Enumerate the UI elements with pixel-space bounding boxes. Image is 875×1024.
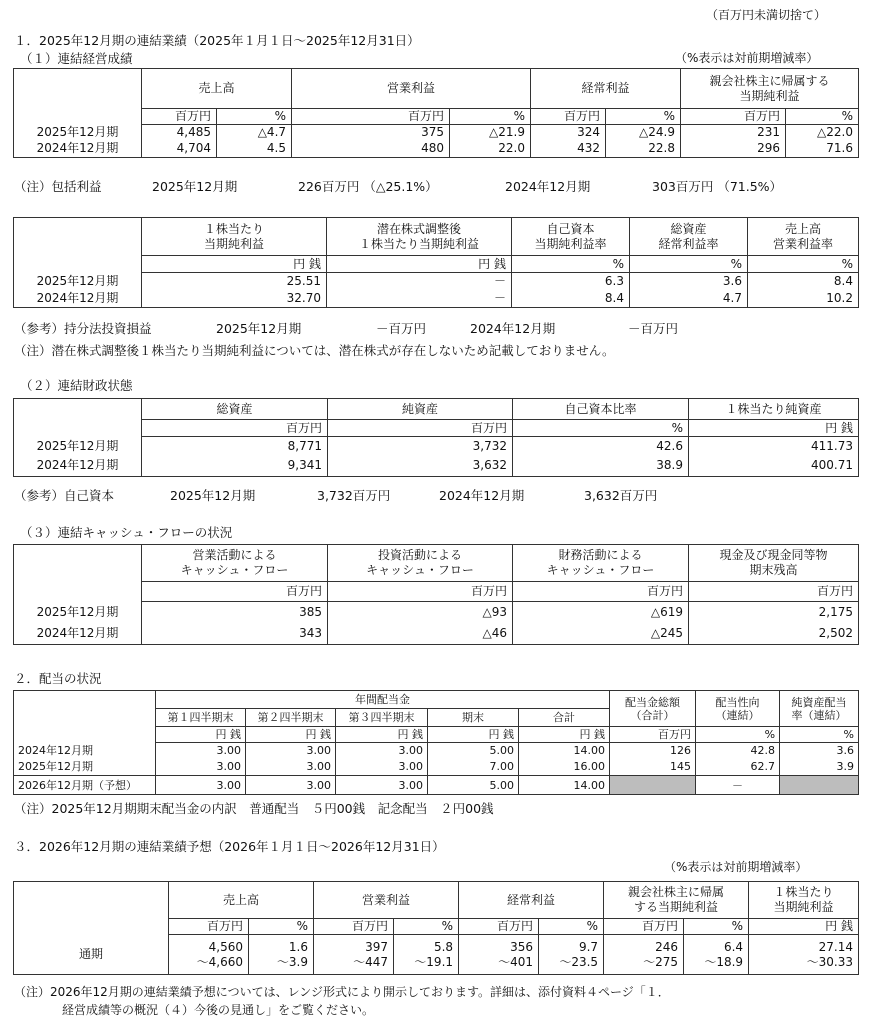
value-cell: 1.6 ～3.9 bbox=[249, 935, 314, 975]
subsection-operating-results: （１）連結経営成績 bbox=[20, 51, 133, 66]
unit-cell: % bbox=[605, 109, 680, 125]
value-cell: 385 bbox=[142, 602, 328, 623]
col-header-net-income: 親会社株主に帰属する 当期純利益 bbox=[680, 69, 858, 109]
col-header-operating-income: 営業利益 bbox=[314, 882, 459, 919]
unit-cell: 円 銭 bbox=[142, 256, 327, 273]
note-value: 226百万円 （△25.1%） bbox=[298, 179, 438, 194]
unit-cell: 百万円 bbox=[459, 919, 539, 935]
value-cell: 5.00 bbox=[428, 776, 519, 795]
financial-position-table bbox=[13, 398, 859, 477]
value-cell: 6.4 ～18.9 bbox=[684, 935, 749, 975]
col-header-q3: 第３四半期末 bbox=[336, 709, 428, 727]
table-row bbox=[14, 623, 859, 645]
note-period: 2024年12月期 bbox=[439, 488, 525, 503]
unit-cell: % bbox=[780, 727, 859, 743]
unit-cell: % bbox=[217, 109, 292, 125]
note-value: －百万円 bbox=[376, 321, 427, 336]
unit-cell: 円 銭 bbox=[156, 727, 246, 743]
value-cell: － bbox=[327, 273, 512, 290]
value-cell: 3.00 bbox=[246, 776, 336, 795]
note-period: 2025年12月期 bbox=[152, 179, 238, 194]
row-label: 2025年12月期 bbox=[14, 125, 142, 141]
unit-cell: 百万円 bbox=[169, 919, 249, 935]
table-row bbox=[14, 290, 859, 308]
table-row bbox=[14, 125, 859, 141]
col-header-operating-income: 営業利益 bbox=[292, 69, 531, 109]
forecast-table bbox=[13, 881, 859, 975]
col-header-investing-cf: 投資活動による キャッシュ・フロー bbox=[328, 545, 513, 582]
unit-cell: % bbox=[394, 919, 459, 935]
corner-cell bbox=[14, 691, 156, 709]
corner-cell bbox=[14, 69, 142, 109]
unit-cell: % bbox=[630, 256, 748, 273]
value-cell: 8.4 bbox=[748, 273, 859, 290]
unit-cell: % bbox=[696, 727, 780, 743]
value-cell: 4,485 bbox=[142, 125, 217, 141]
unit-cell: % bbox=[748, 256, 859, 273]
unit-note: （百万円未満切捨て） bbox=[706, 8, 827, 22]
note-period: 2024年12月期 bbox=[505, 179, 591, 194]
col-header-financing-cf: 財務活動による キャッシュ・フロー bbox=[513, 545, 689, 582]
row-label: 2024年12月期 bbox=[14, 141, 142, 158]
unit-cell: 円 銭 bbox=[749, 919, 859, 935]
table-row bbox=[14, 273, 859, 290]
section-3-title: ３．2026年12月期の連結業績予想（2026年１月１日～2026年12月31日） bbox=[14, 839, 445, 854]
unit-cell: % bbox=[450, 109, 531, 125]
col-header-roa: 総資産 経常利益率 bbox=[630, 218, 748, 256]
value-cell: △93 bbox=[328, 602, 513, 623]
value-cell: 397 ～447 bbox=[314, 935, 394, 975]
note-period: 2025年12月期 bbox=[216, 321, 302, 336]
value-cell: 4,704 bbox=[142, 141, 217, 158]
unit-cell: 百万円 bbox=[142, 420, 328, 437]
col-header-sales: 売上高 bbox=[169, 882, 314, 919]
value-cell: 246 ～275 bbox=[604, 935, 684, 975]
col-header-total: 合計 bbox=[519, 709, 610, 727]
value-cell: 7.00 bbox=[428, 759, 519, 776]
table-row bbox=[14, 456, 859, 477]
unit-cell: 円 銭 bbox=[327, 256, 512, 273]
corner-cell bbox=[14, 399, 142, 420]
row-label: 2024年12月期 bbox=[14, 456, 142, 477]
value-cell: 231 bbox=[680, 125, 785, 141]
value-cell: 343 bbox=[142, 623, 328, 645]
value-cell: 324 bbox=[530, 125, 605, 141]
unit-cell: 百万円 bbox=[689, 582, 859, 602]
value-cell: 2,502 bbox=[689, 623, 859, 645]
value-cell: 296 bbox=[680, 141, 785, 158]
value-cell: 8,771 bbox=[142, 437, 328, 456]
subsection-financial-position: （２）連結財政状態 bbox=[20, 378, 133, 393]
col-header-operating-cf: 営業活動による キャッシュ・フロー bbox=[142, 545, 328, 582]
corner-cell bbox=[14, 545, 142, 582]
value-cell: 3.6 bbox=[630, 273, 748, 290]
col-header-ordinary-income: 経常利益 bbox=[530, 69, 680, 109]
unit-cell: 百万円 bbox=[530, 109, 605, 125]
value-cell: 38.9 bbox=[513, 456, 689, 477]
col-header-eps: １株当たり 当期純利益 bbox=[749, 882, 859, 919]
col-header-q1: 第１四半期末 bbox=[156, 709, 246, 727]
shaded-cell bbox=[610, 776, 696, 795]
value-cell: 5.00 bbox=[428, 743, 519, 759]
value-cell: 3.00 bbox=[336, 743, 428, 759]
unit-cell: 百万円 bbox=[328, 582, 513, 602]
note-forecast-line-2: 経営成績等の概況（４）今後の見通し」をご覧ください。 bbox=[62, 1003, 375, 1017]
value-cell: 32.70 bbox=[142, 290, 327, 308]
col-header-net-income: 親会社株主に帰属 する当期純利益 bbox=[604, 882, 749, 919]
value-cell: 2,175 bbox=[689, 602, 859, 623]
unit-cell: 円 銭 bbox=[336, 727, 428, 743]
value-cell: － bbox=[696, 776, 780, 795]
col-header-net-assets: 純資産 bbox=[328, 399, 513, 420]
unit-cell: % bbox=[512, 256, 630, 273]
table-row bbox=[14, 602, 859, 623]
value-cell: 3.00 bbox=[156, 759, 246, 776]
col-header-operating-margin: 売上高 営業利益率 bbox=[748, 218, 859, 256]
unit-cell: % bbox=[513, 420, 689, 437]
table-row bbox=[14, 743, 859, 759]
value-cell: 5.8 ～19.1 bbox=[394, 935, 459, 975]
row-label: 2024年12月期 bbox=[14, 743, 156, 759]
note-value: －百万円 bbox=[628, 321, 679, 336]
row-label: 2025年12月期 bbox=[14, 759, 156, 776]
col-header-bps: １株当たり純資産 bbox=[689, 399, 859, 420]
row-label: 通期 bbox=[14, 935, 169, 975]
value-cell: 14.00 bbox=[519, 776, 610, 795]
col-header-total-assets: 総資産 bbox=[142, 399, 328, 420]
unit-cell: 百万円 bbox=[142, 109, 217, 125]
value-cell: 22.0 bbox=[450, 141, 531, 158]
value-cell: 42.8 bbox=[696, 743, 780, 759]
row-label: 2025年12月期 bbox=[14, 273, 142, 290]
shaded-cell bbox=[780, 776, 859, 795]
corner-cell bbox=[14, 882, 169, 919]
value-cell: 10.2 bbox=[748, 290, 859, 308]
value-cell: 4,560 ～4,660 bbox=[169, 935, 249, 975]
cash-flow-table bbox=[13, 544, 859, 645]
value-cell: △21.9 bbox=[450, 125, 531, 141]
value-cell: 27.14 ～30.33 bbox=[749, 935, 859, 975]
operating-results-table bbox=[13, 68, 859, 158]
note-forecast-line-1: （注）2026年12月期の連結業績予想については、レンジ形式により開示しております。詳細は、添付資料４ページ「１． bbox=[14, 985, 670, 999]
section-2-title: ２．配当の状況 bbox=[14, 671, 102, 686]
note-diluted-eps: （注）潜在株式調整後１株当たり当期純利益については、潜在株式が存在しないため記載しておりません。 bbox=[14, 343, 615, 358]
col-group-annual-dividends: 年間配当金 bbox=[156, 691, 610, 709]
value-cell: 3,632 bbox=[328, 456, 513, 477]
pct-note: （%表示は対前期増減率） bbox=[664, 860, 808, 874]
value-cell: 3.00 bbox=[156, 776, 246, 795]
table-row bbox=[14, 759, 859, 776]
value-cell: 6.3 bbox=[512, 273, 630, 290]
note-value: 3,632百万円 bbox=[584, 488, 658, 503]
section-1-title: １．2025年12月期の連結業績（2025年１月１日～2025年12月31日） bbox=[14, 33, 420, 48]
reference-equity-method-label: （参考）持分法投資損益 bbox=[14, 321, 152, 336]
unit-cell: 百万円 bbox=[513, 582, 689, 602]
note-value: 303百万円 （71.5%） bbox=[652, 179, 783, 194]
value-cell: 4.7 bbox=[630, 290, 748, 308]
unit-cell: 百万円 bbox=[610, 727, 696, 743]
col-header-equity-ratio: 自己資本比率 bbox=[513, 399, 689, 420]
table-row-forecast bbox=[14, 776, 859, 795]
value-cell: 62.7 bbox=[696, 759, 780, 776]
value-cell: 480 bbox=[292, 141, 450, 158]
row-label: 2024年12月期 bbox=[14, 290, 142, 308]
value-cell: 8.4 bbox=[512, 290, 630, 308]
col-header-diluted-eps: 潜在株式調整後 １株当たり当期純利益 bbox=[327, 218, 512, 256]
unit-cell: 円 銭 bbox=[428, 727, 519, 743]
value-cell: 22.8 bbox=[605, 141, 680, 158]
unit-cell: % bbox=[539, 919, 604, 935]
unit-cell: 百万円 bbox=[328, 420, 513, 437]
unit-cell: 円 銭 bbox=[246, 727, 336, 743]
value-cell: 42.6 bbox=[513, 437, 689, 456]
table-row bbox=[14, 935, 859, 975]
value-cell: △24.9 bbox=[605, 125, 680, 141]
unit-cell: 円 銭 bbox=[689, 420, 859, 437]
unit-cell: 百万円 bbox=[680, 109, 785, 125]
table-row bbox=[14, 437, 859, 456]
value-cell: 3.00 bbox=[246, 743, 336, 759]
value-cell: 9.7 ～23.5 bbox=[539, 935, 604, 975]
value-cell: 3.6 bbox=[780, 743, 859, 759]
value-cell: 25.51 bbox=[142, 273, 327, 290]
value-cell: 3.00 bbox=[156, 743, 246, 759]
value-cell: 3,732 bbox=[328, 437, 513, 456]
note-period: 2025年12月期 bbox=[170, 488, 256, 503]
value-cell: 411.73 bbox=[689, 437, 859, 456]
row-label: 2024年12月期 bbox=[14, 623, 142, 645]
unit-cell: 百万円 bbox=[314, 919, 394, 935]
row-label: 2025年12月期 bbox=[14, 602, 142, 623]
value-cell: 3.9 bbox=[780, 759, 859, 776]
col-header-eps: １株当たり 当期純利益 bbox=[142, 218, 327, 256]
note-period: 2024年12月期 bbox=[470, 321, 556, 336]
col-header-ordinary-income: 経常利益 bbox=[459, 882, 604, 919]
value-cell: △46 bbox=[328, 623, 513, 645]
value-cell: 400.71 bbox=[689, 456, 859, 477]
corner-cell bbox=[14, 218, 142, 256]
value-cell: 14.00 bbox=[519, 743, 610, 759]
value-cell: 126 bbox=[610, 743, 696, 759]
unit-cell: % bbox=[785, 109, 858, 125]
reference-equity-label: （参考）自己資本 bbox=[14, 488, 115, 503]
row-label: 2026年12月期（予想） bbox=[14, 776, 156, 795]
unit-cell: 百万円 bbox=[142, 582, 328, 602]
value-cell: 3.00 bbox=[336, 776, 428, 795]
value-cell: 145 bbox=[610, 759, 696, 776]
col-header-q2: 第２四半期末 bbox=[246, 709, 336, 727]
value-cell: 3.00 bbox=[246, 759, 336, 776]
col-header-total-dividends: 配当金総額 （合計） bbox=[610, 691, 696, 727]
value-cell: △619 bbox=[513, 602, 689, 623]
value-cell: － bbox=[327, 290, 512, 308]
col-header-cash-balance: 現金及び現金同等物 期末残高 bbox=[689, 545, 859, 582]
value-cell: 4.5 bbox=[217, 141, 292, 158]
col-header-roe: 自己資本 当期純利益率 bbox=[512, 218, 630, 256]
value-cell: 432 bbox=[530, 141, 605, 158]
row-label: 2025年12月期 bbox=[14, 437, 142, 456]
value-cell: △4.7 bbox=[217, 125, 292, 141]
note-dividend-breakdown: （注）2025年12月期期末配当金の内訳 普通配当 ５円00銭 記念配当 ２円00銭 bbox=[14, 801, 494, 816]
per-share-table bbox=[13, 217, 859, 308]
note-comprehensive-income-label: （注）包括利益 bbox=[14, 179, 102, 194]
col-header-year-end: 期末 bbox=[428, 709, 519, 727]
unit-cell: 百万円 bbox=[292, 109, 450, 125]
value-cell: 9,341 bbox=[142, 456, 328, 477]
col-header-payout-ratio: 配当性向 （連結） bbox=[696, 691, 780, 727]
value-cell: 71.6 bbox=[785, 141, 858, 158]
dividends-table bbox=[13, 690, 859, 795]
value-cell: 356 ～401 bbox=[459, 935, 539, 975]
value-cell: 16.00 bbox=[519, 759, 610, 776]
value-cell: △22.0 bbox=[785, 125, 858, 141]
pct-note: （%表示は対前期増減率） bbox=[675, 51, 819, 65]
table-row bbox=[14, 141, 859, 158]
unit-cell: % bbox=[684, 919, 749, 935]
col-header-sales: 売上高 bbox=[142, 69, 292, 109]
value-cell: △245 bbox=[513, 623, 689, 645]
subsection-cash-flows: （３）連結キャッシュ・フローの状況 bbox=[20, 525, 233, 540]
note-value: 3,732百万円 bbox=[317, 488, 391, 503]
unit-cell: 円 銭 bbox=[519, 727, 610, 743]
value-cell: 3.00 bbox=[336, 759, 428, 776]
unit-cell: 百万円 bbox=[604, 919, 684, 935]
unit-cell: % bbox=[249, 919, 314, 935]
value-cell: 375 bbox=[292, 125, 450, 141]
col-header-doe: 純資産配当 率（連結） bbox=[780, 691, 859, 727]
